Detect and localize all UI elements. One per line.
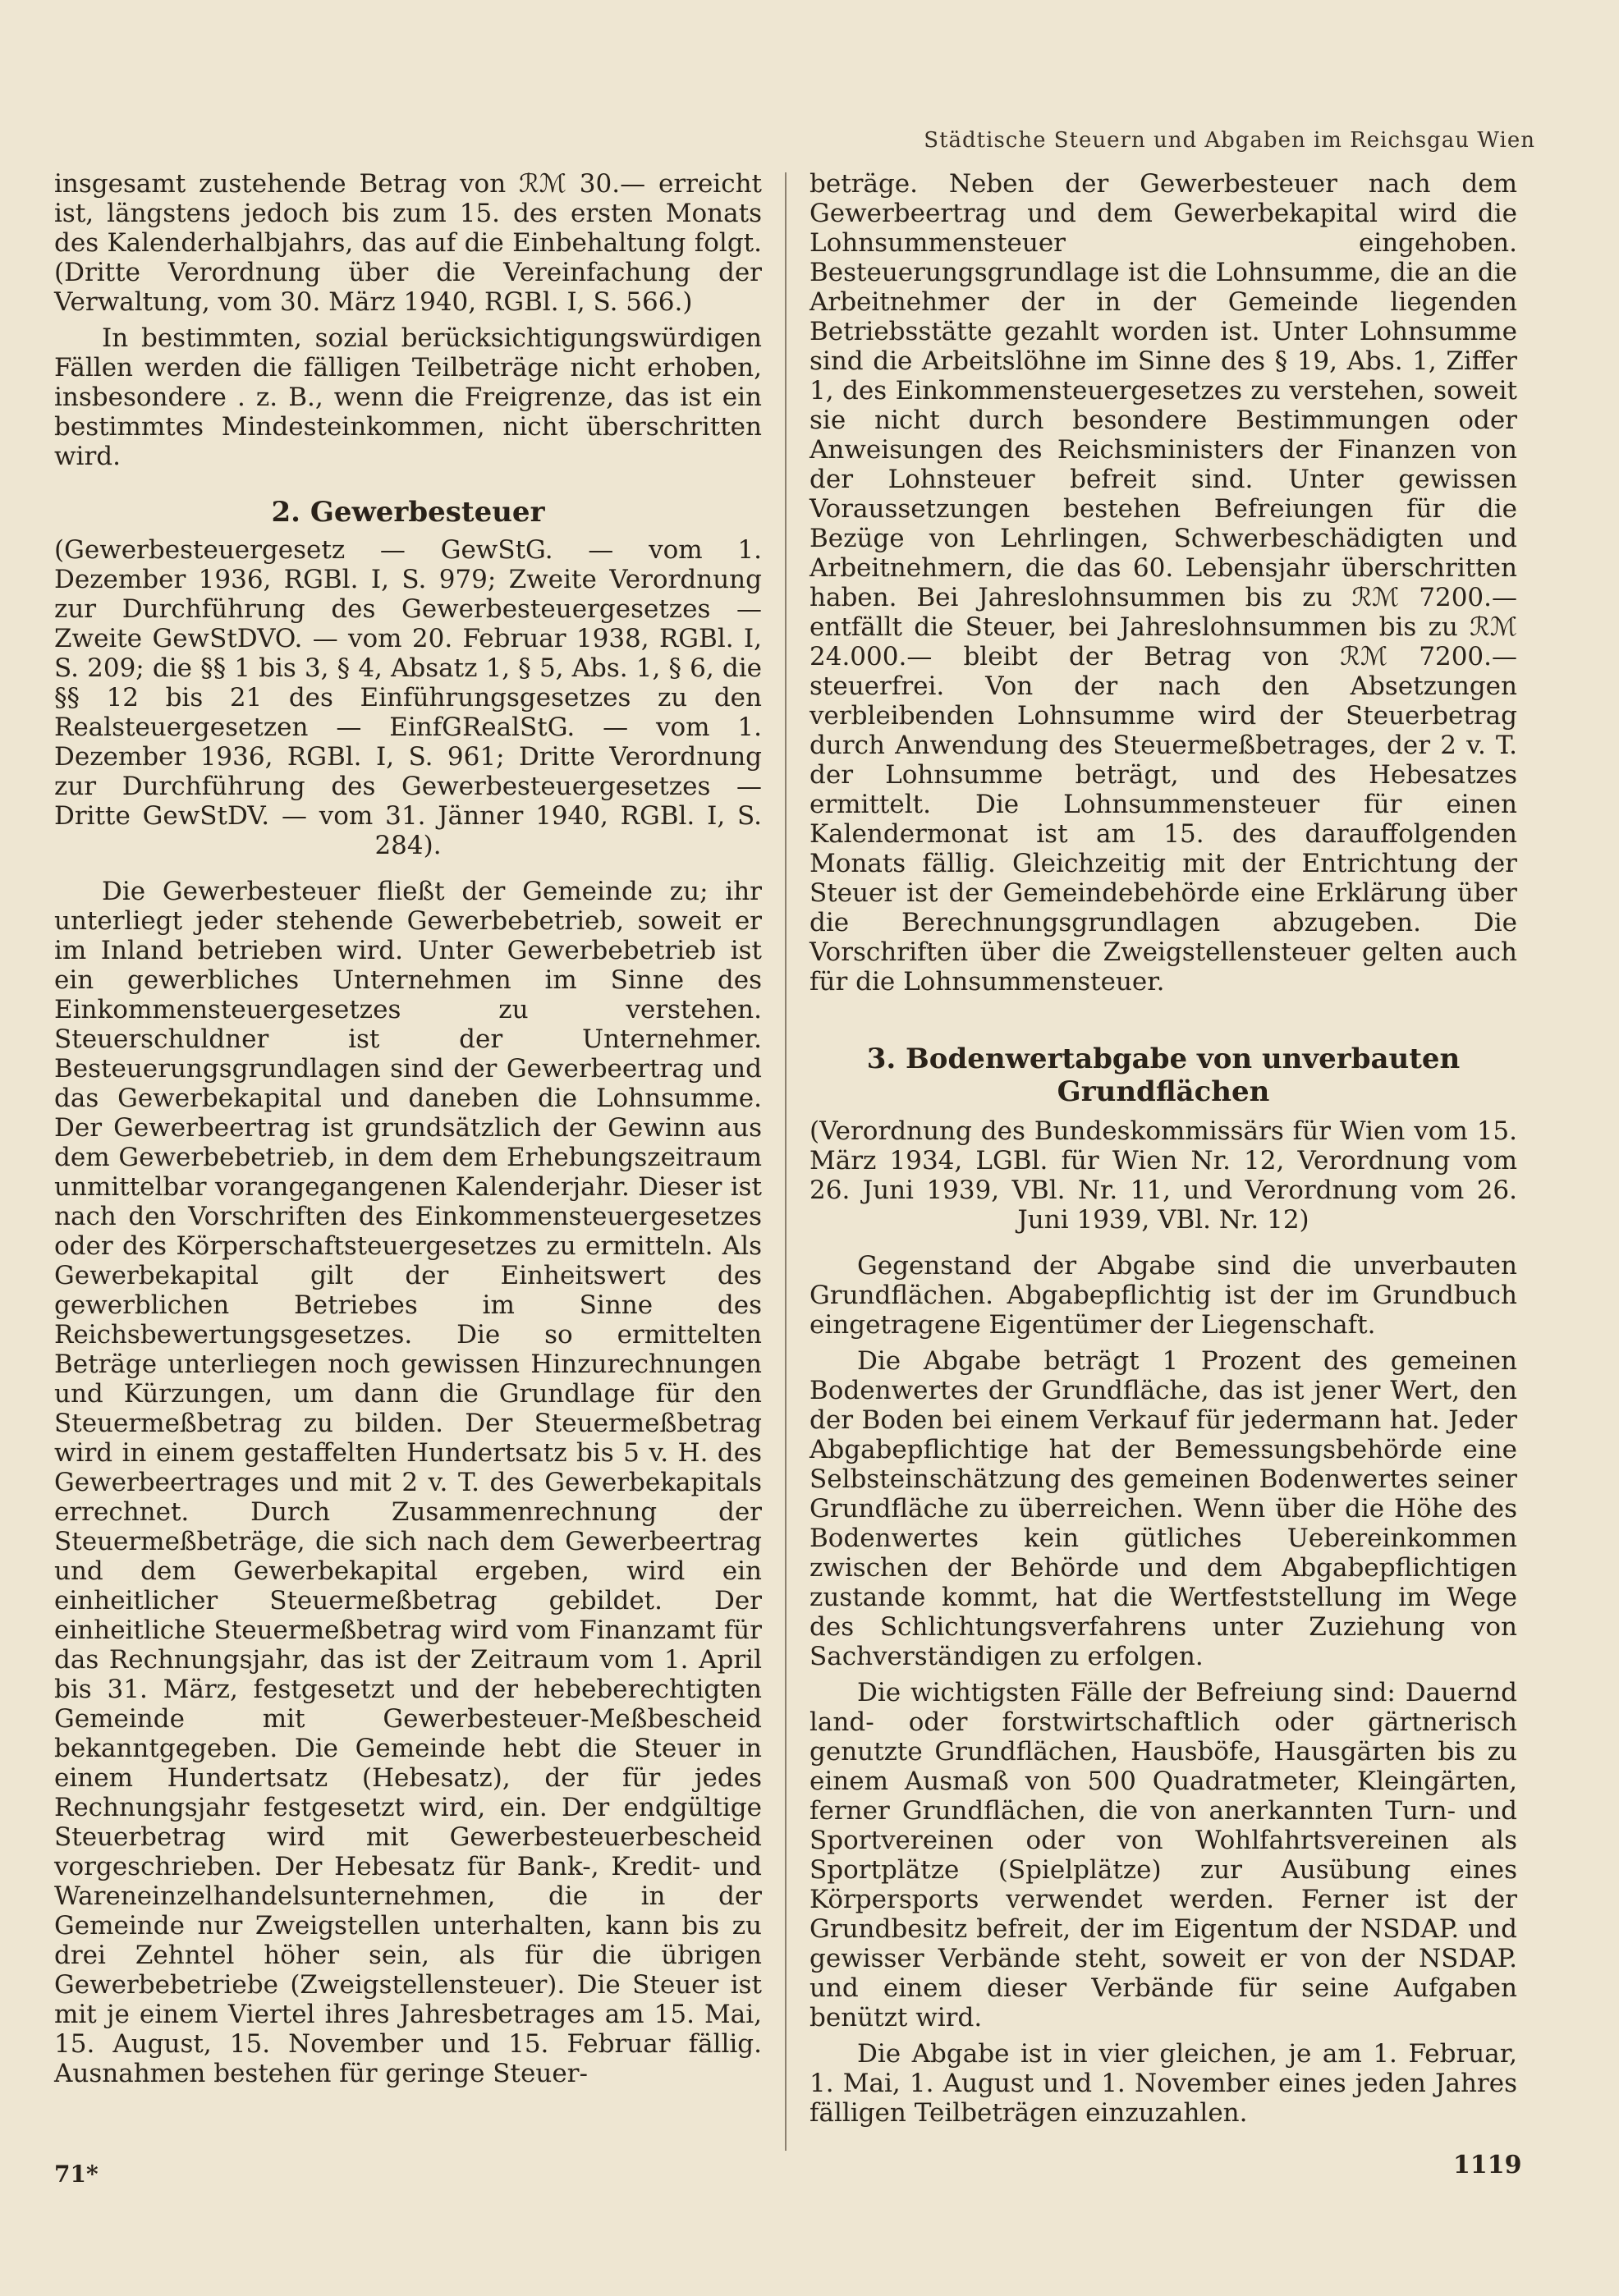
paragraph: Gegenstand der Abgabe sind die unverbauten Grundflächen. Abgabepflichtig ist der im Grundbuch eingetragene Eigentümer der Liegenschaft. — [810, 1251, 1517, 1340]
paragraph: Die Abgabe ist in vier gleichen, je am 1. Februar, 1. Mai, 1. August und 1. November eines jeden Jahres fälligen Teilbeträgen einzuzahlen. — [810, 2039, 1517, 2128]
paragraph: Die Abgabe beträgt 1 Prozent des gemeinen Bodenwertes der Grundfläche, das ist jener Wert, den der Boden bei einem Verkauf für jedermann hat. Jeder Abgabepflichtige hat der Bemessungsbehörde eine Selbsteinschätzung des gemeinen Bodenwertes seiner Grundfläche zu überreichen. Wenn über die Höhe des Bodenwertes kein gütliches Uebereinkommen zwischen der Behörde und dem Abgabepflichtigen zustande kommt, hat die Wertfeststellung im Wege des Schlichtungsverfahrens unter Zuziehung von Sachverständigen zu erfolgen. — [810, 1346, 1517, 1671]
paragraph: In bestimmten, sozial berücksichtigungswürdigen Fällen werden die fälligen Teilbeträge nicht erhoben, insbesondere . z. B., wenn die Freigrenze, das ist ein bestimmtes Mindesteinkommen, nicht überschritten wird. — [54, 323, 762, 471]
legal-reference: (Verordnung des Bundeskommissärs für Wien vom 15. März 1934, LGBl. für Wien Nr. 12, Verordnung vom 26. Juni 1939, VBl. Nr. 11, und Verordnung vom 26. Juni 1939, VBl. Nr. 12) — [810, 1116, 1517, 1235]
paragraph: beträge. Neben der Gewerbesteuer nach dem Gewerbeertrag und dem Gewerbekapital wird die Lohnsummensteuer eingehoben. Besteuerungsgrundlage ist die Lohnsumme, die an die Arbeitnehmer der in der Gemeinde liegenden Betriebsstätte gezahlt worden ist. Unter Lohnsumme sind die Arbeitslöhne im Sinne des § 19, Abs. 1, Ziffer 1, des Einkommensteuergesetzes zu verstehen, soweit sie nicht durch besondere Bestimmungen oder Anweisungen des Reichsministers der Finanzen von der Lohnsteuer befreit sind. Unter gewissen Voraussetzungen bestehen Befreiungen für die Bezüge von Lehrlingen, Schwerbeschädigten und Arbeitnehmern, die das 60. Lebensjahr überschritten haben. Bei Jahreslohnsummen bis zu ℛℳ 7200.— entfällt die Steuer, bei Jahreslohnsummen bis zu ℛℳ 24.000.— bleibt der Betrag von ℛℳ 7200.— steuerfrei. Von der nach den Absetzungen verbleibenden Lohnsumme wird der Steuerbetrag durch Anwendung des Steuermeßbetrages, der 2 v. T. der Lohnsumme beträgt, und des Hebesatzes ermittelt. Die Lohnsummensteuer für einen Kalendermonat ist am 15. des darauffolgenden Monats fällig. Gleichzeitig mit der Entrichtung der Steuer ist der Gemeindebehörde eine Erklärung über die Berechnungsgrundlagen abzugeben. Die Vorschriften über die Zweigstellensteuer gelten auch für die Lohnsummensteuer. — [810, 169, 1517, 997]
section-heading: 2. Gewerbesteuer — [271, 496, 545, 529]
right-column — [810, 169, 1517, 2128]
signature-mark: 71* — [54, 2161, 99, 2188]
column-divider — [785, 172, 787, 2151]
section-heading: 3. Bodenwertabgabe von unverbauten Grundflächen — [866, 1043, 1461, 1108]
page-number: 1119 — [1453, 2151, 1522, 2179]
left-column — [54, 169, 762, 2088]
running-header: Städtische Steuern und Abgaben im Reichsgau Wien — [924, 128, 1535, 153]
paragraph: insgesamt zustehende Betrag von ℛℳ 30.— erreicht ist, längstens jedoch bis zum 15. des ersten Monats des Kalenderhalbjahrs, das auf die Einbehaltung folgt. (Dritte Verordnung über die Vereinfachung der Verwaltung, vom 30. März 1940, RGBl. I, S. 566.) — [54, 169, 762, 317]
paragraph: Die wichtigsten Fälle der Befreiung sind: Dauernd land- oder forstwirtschaftlich oder gärtnerisch genutzte Grundflächen, Hausböfe, Hausgärten bis zu einem Ausmaß von 500 Quadratmeter, Kleingärten, ferner Grundflächen, die von anerkannten Turn- und Sportvereinen oder von Wohlfahrtsvereinen als Sportplätze (Spielplätze) zur Ausübung eines Körpersports verwendet werden. Ferner ist der Grundbesitz befreit, der im Eigentum der NSDAP. und gewisser Verbände steht, soweit er von der NSDAP. und einem dieser Verbände für seine Aufgaben benützt wird. — [810, 1678, 1517, 2032]
paragraph: Die Gewerbesteuer fließt der Gemeinde zu; ihr unterliegt jeder stehende Gewerbebetrieb, soweit er im Inland betrieben wird. Unter Gewerbebetrieb ist ein gewerbliches Unternehmen im Sinne des Einkommensteuergesetzes zu verstehen. Steuerschuldner ist der Unternehmer. Besteuerungsgrundlagen sind der Gewerbeertrag und das Gewerbekapital und daneben die Lohnsumme. Der Gewerbeertrag ist grundsätzlich der Gewinn aus dem Gewerbebetrieb, in dem dem Erhebungszeitraum unmittelbar vorangegangenen Kalenderjahr. Dieser ist nach den Vorschriften des Einkommensteuergesetzes oder des Körperschaftsteuergesetzes zu ermitteln. Als Gewerbekapital gilt der Einheitswert des gewerblichen Betriebes im Sinne des Reichsbewertungsgesetzes. Die so ermittelten Beträge unterliegen noch gewissen Hinzurechnungen und Kürzungen, um dann die Grundlage für den Steuermeßbetrag zu bilden. Der Steuermeßbetrag wird in einem gestaffelten Hundertsatz bis 5 v. H. des Gewerbeertrages und mit 2 v. T. des Gewerbekapitals errechnet. Durch Zusammenrechnung der Steuermeßbeträge, die sich nach dem Gewerbeertrag und dem Gewerbekapital ergeben, wird ein einheitlicher Steuermeßbetrag gebildet. Der einheitliche Steuermeßbetrag wird vom Finanzamt für das Rechnungsjahr, das ist der Zeitraum vom 1. April bis 31. März, festgesetzt und der hebeberechtigten Gemeinde mit Gewerbesteuer-Meßbescheid bekanntgegeben. Die Gemeinde hebt die Steuer in einem Hundertsatz (Hebesatz), der für jedes Rechnungsjahr festgesetzt wird, ein. Der endgültige Steuerbetrag wird mit Gewerbesteuerbescheid vorgeschrieben. Der Hebesatz für Bank-, Kredit- und Wareneinzelhandelsunternehmen, die in der Gemeinde nur Zweigstellen unterhalten, kann bis zu drei Zehntel höher sein, als für die übrigen Gewerbebetriebe (Zweigstellensteuer). Die Steuer ist mit je einem Viertel ihres Jahresbetrages am 15. Mai, 15. August, 15. November und 15. Februar fällig. Ausnahmen bestehen für geringe Steuer- — [54, 877, 762, 2088]
legal-reference: (Gewerbesteuergesetz — GewStG. — vom 1. Dezember 1936, RGBl. I, S. 979; Zweite Verordnung zur Durchführung des Gewerbesteuergesetzes — Zweite GewStDVO. — vom 20. Februar 1938, RGBl. I, S. 209; die §§ 1 bis 3, § 4, Absatz 1, § 5, Abs. 1, § 6, die §§ 12 bis 21 des Einführungsgesetzes zu den Realsteuergesetzen — EinfGRealStG. — vom 1. Dezember 1936, RGBl. I, S. 961; Dritte Verordnung zur Durchführung des Gewerbesteuergesetzes — Dritte GewStDV. — vom 31. Jänner 1940, RGBl. I, S. 284). — [54, 535, 762, 860]
